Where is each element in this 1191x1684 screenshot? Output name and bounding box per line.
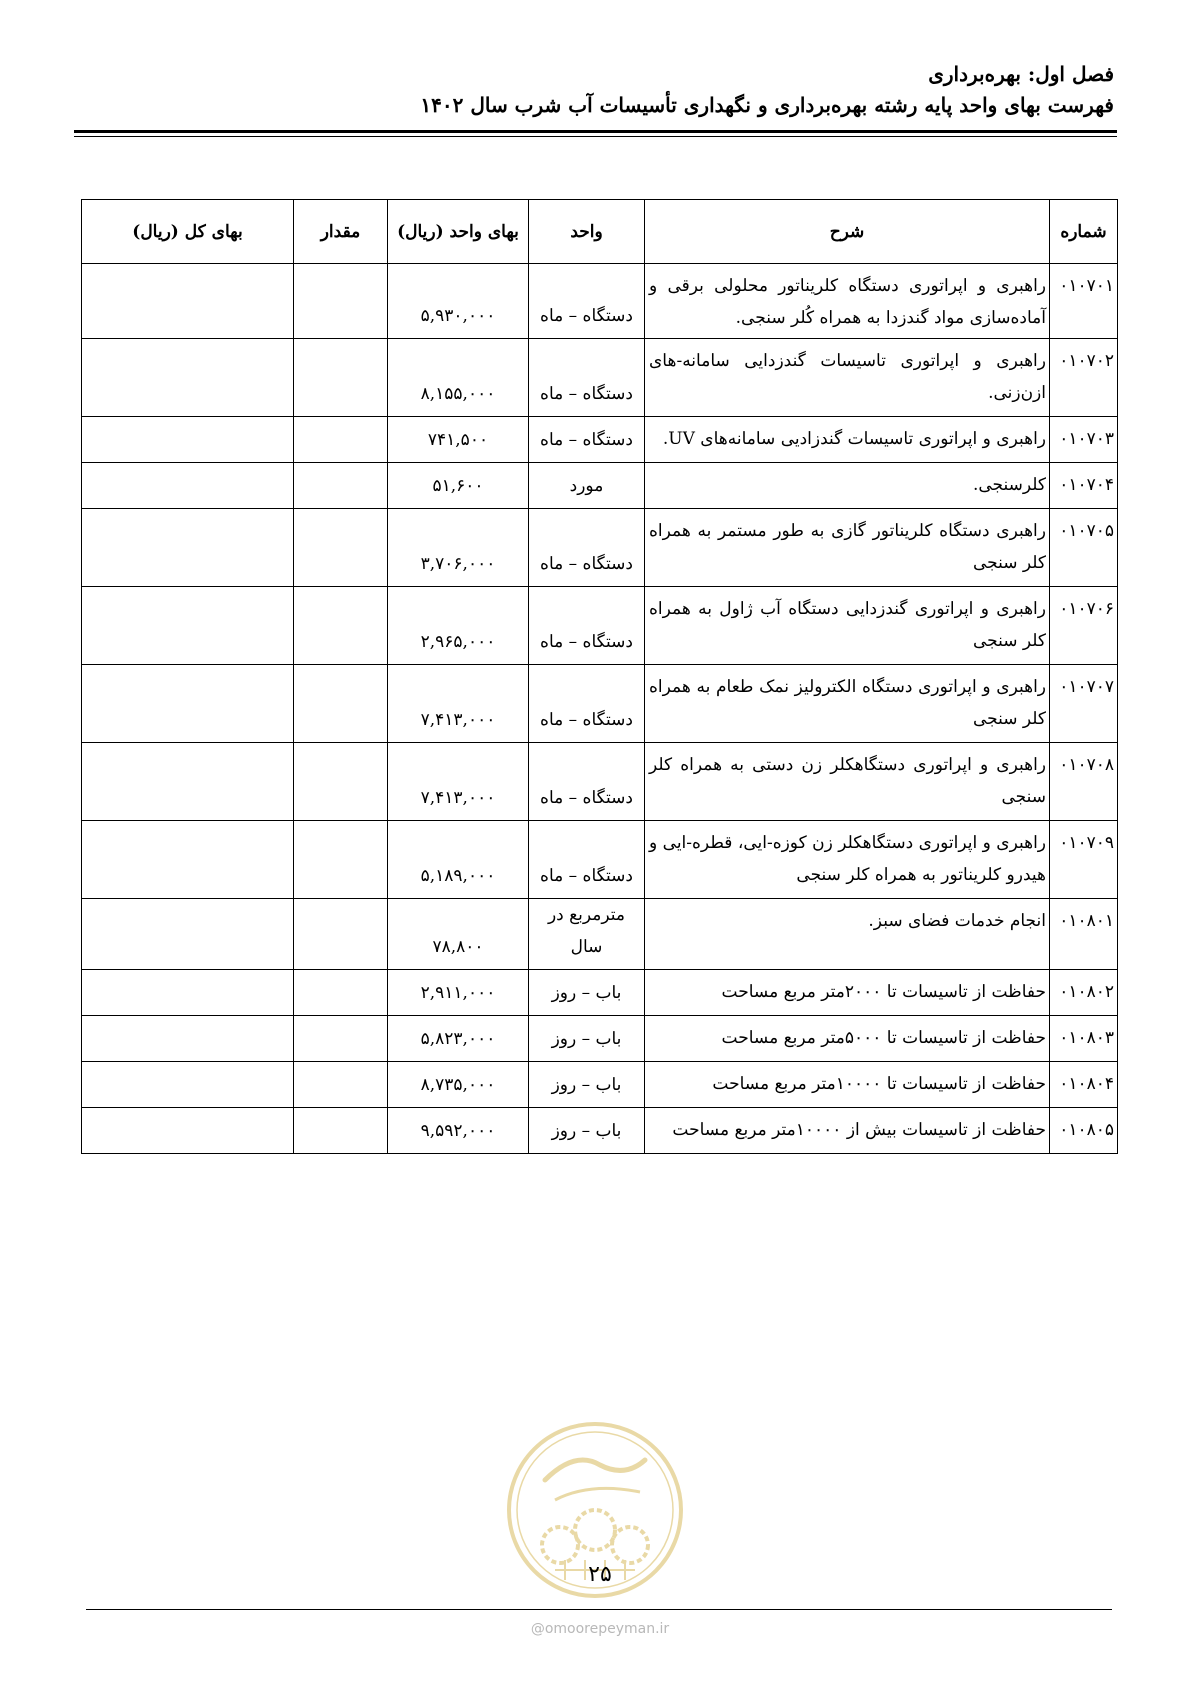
table-row	[82, 899, 1118, 970]
cell-unit: دستگاه – ماه	[529, 821, 645, 899]
table-row	[82, 264, 1118, 339]
cell-unit-price: ۵,۸۲۳,۰۰۰	[388, 1016, 529, 1062]
cell-description: راهبری دستگاه کلریناتور گازی به طور مستمر به همراه کلر سنجی	[645, 509, 1050, 587]
footer-rule	[86, 1609, 1112, 1610]
cell-unit-price: ۷۴۱,۵۰۰	[388, 417, 529, 463]
cell-unit: مترمربع در سال	[529, 899, 645, 970]
cell-total-price	[82, 264, 294, 339]
cell-total-price	[82, 665, 294, 743]
cell-description: راهبری و اپراتوری تاسیسات گندزدایی سامانه‌-های ازن‌زنی.	[645, 339, 1050, 417]
cell-description: حفاظت از تاسیسات تا ۵۰۰۰متر مربع مساحت	[645, 1016, 1050, 1062]
table-row	[82, 743, 1118, 821]
cell-quantity	[294, 743, 388, 821]
column-header-unit: واحد	[529, 200, 645, 264]
cell-quantity	[294, 821, 388, 899]
cell-description: حفاظت از تاسیسات تا ۱۰۰۰۰متر مربع مساحت	[645, 1062, 1050, 1108]
cell-unit: دستگاه – ماه	[529, 743, 645, 821]
cell-code: ۰۱۰۸۰۳	[1050, 1016, 1118, 1062]
table-row	[82, 587, 1118, 665]
table-row	[82, 509, 1118, 587]
table-row	[82, 339, 1118, 417]
page-header	[74, 60, 1114, 120]
table-row	[82, 1016, 1118, 1062]
header-rule-thick	[74, 130, 1117, 133]
table-row	[82, 417, 1118, 463]
column-header-description: شرح	[645, 200, 1050, 264]
table-row	[82, 463, 1118, 509]
cell-description: راهبری و اپراتوری تاسیسات گندزادیی سامانه‌های UV.	[645, 417, 1050, 463]
header-rule-thin	[74, 136, 1117, 137]
cell-description: راهبری و اپراتوری گندزدایی دستگاه آب ژاول به همراه کلر سنجی	[645, 587, 1050, 665]
cell-code: ۰۱۰۸۰۴	[1050, 1062, 1118, 1108]
column-header-unit-price: بهای واحد (ریال)	[388, 200, 529, 264]
cell-total-price	[82, 970, 294, 1016]
cell-unit-price: ۳,۷۰۶,۰۰۰	[388, 509, 529, 587]
cell-description: انجام خدمات فضای سبز.	[645, 899, 1050, 970]
cell-code: ۰۱۰۷۰۱	[1050, 264, 1118, 339]
cell-unit-price: ۲,۹۶۵,۰۰۰	[388, 587, 529, 665]
page-number: ۲۵	[588, 1562, 612, 1587]
cell-quantity	[294, 463, 388, 509]
cell-unit-price: ۲,۹۱۱,۰۰۰	[388, 970, 529, 1016]
cell-unit-price: ۷,۴۱۳,۰۰۰	[388, 665, 529, 743]
cell-unit: باب – روز	[529, 1062, 645, 1108]
cell-unit-price: ۵۱,۶۰۰	[388, 463, 529, 509]
cell-quantity	[294, 1108, 388, 1154]
document-title: فهرست بهای واحد پایه رشته بهره‌برداری و نگهداری تأسیسات آب شرب سال ۱۴۰۲	[420, 93, 1114, 117]
cell-description: راهبری و اپراتوری دستگاه کلریناتور محلولی برقی و آماده‌سازی مواد گندزدا به همراه کُلر سنجی.	[645, 264, 1050, 339]
cell-code: ۰۱۰۷۰۷	[1050, 665, 1118, 743]
cell-description: راهبری و اپراتوری دستگاهکلر زن دستی به همراه کلر سنجی	[645, 743, 1050, 821]
table-row	[82, 1108, 1118, 1154]
cell-unit-price: ۵,۱۸۹,۰۰۰	[388, 821, 529, 899]
cell-unit-price: ۵,۹۳۰,۰۰۰	[388, 264, 529, 339]
cell-quantity	[294, 665, 388, 743]
cell-total-price	[82, 509, 294, 587]
cell-unit: دستگاه – ماه	[529, 587, 645, 665]
cell-quantity	[294, 1016, 388, 1062]
cell-total-price	[82, 587, 294, 665]
cell-total-price	[82, 1108, 294, 1154]
cell-quantity	[294, 899, 388, 970]
column-header-code: شماره	[1050, 200, 1118, 264]
cell-description: حفاظت از تاسیسات تا ۲۰۰۰متر مربع مساحت	[645, 970, 1050, 1016]
table-row	[82, 970, 1118, 1016]
cell-unit: مورد	[529, 463, 645, 509]
cell-unit: دستگاه – ماه	[529, 339, 645, 417]
chapter-title: فصل اول: بهره‌برداری	[928, 62, 1114, 86]
cell-quantity	[294, 417, 388, 463]
cell-description: راهبری و اپراتوری دستگاهکلر زن کوزه-ایی، قطره-ایی و هیدرو کلریناتور به همراه کلر سنجی	[645, 821, 1050, 899]
cell-unit: باب – روز	[529, 970, 645, 1016]
cell-code: ۰۱۰۸۰۵	[1050, 1108, 1118, 1154]
cell-unit: دستگاه – ماه	[529, 509, 645, 587]
cell-description: کلرسنجی.	[645, 463, 1050, 509]
price-table	[81, 199, 1118, 1154]
cell-unit-price: ۷۸,۸۰۰	[388, 899, 529, 970]
cell-total-price	[82, 743, 294, 821]
cell-description: حفاظت از تاسیسات بیش از ۱۰۰۰۰متر مربع مساحت	[645, 1108, 1050, 1154]
cell-description: راهبری و اپراتوری دستگاه الکترولیز نمک طعام به همراه کلر سنجی	[645, 665, 1050, 743]
cell-unit: باب – روز	[529, 1016, 645, 1062]
cell-total-price	[82, 1016, 294, 1062]
cell-quantity	[294, 970, 388, 1016]
cell-total-price	[82, 821, 294, 899]
column-header-quantity: مقدار	[294, 200, 388, 264]
table-row	[82, 821, 1118, 899]
cell-code: ۰۱۰۷۰۴	[1050, 463, 1118, 509]
cell-total-price	[82, 899, 294, 970]
cell-code: ۰۱۰۷۰۲	[1050, 339, 1118, 417]
cell-code: ۰۱۰۷۰۵	[1050, 509, 1118, 587]
cell-code: ۰۱۰۸۰۱	[1050, 899, 1118, 970]
table-row	[82, 1062, 1118, 1108]
cell-unit: دستگاه – ماه	[529, 264, 645, 339]
cell-unit-price: ۷,۴۱۳,۰۰۰	[388, 743, 529, 821]
cell-unit: دستگاه – ماه	[529, 417, 645, 463]
cell-code: ۰۱۰۷۰۶	[1050, 587, 1118, 665]
cell-quantity	[294, 587, 388, 665]
cell-code: ۰۱۰۷۰۹	[1050, 821, 1118, 899]
cell-code: ۰۱۰۸۰۲	[1050, 970, 1118, 1016]
cell-total-price	[82, 417, 294, 463]
table-row	[82, 665, 1118, 743]
cell-unit: باب – روز	[529, 1108, 645, 1154]
cell-unit: دستگاه – ماه	[529, 665, 645, 743]
cell-unit-price: ۸,۷۳۵,۰۰۰	[388, 1062, 529, 1108]
cell-quantity	[294, 1062, 388, 1108]
cell-unit-price: ۹,۵۹۲,۰۰۰	[388, 1108, 529, 1154]
table-header-row	[82, 200, 1118, 264]
cell-code: ۰۱۰۷۰۳	[1050, 417, 1118, 463]
cell-total-price	[82, 339, 294, 417]
cell-quantity	[294, 264, 388, 339]
cell-total-price	[82, 463, 294, 509]
column-header-total-price: بهای کل (ریال)	[82, 200, 294, 264]
cell-code: ۰۱۰۷۰۸	[1050, 743, 1118, 821]
watermark-url: @omoorepeyman.ir	[530, 1621, 670, 1637]
cell-total-price	[82, 1062, 294, 1108]
cell-unit-price: ۸,۱۵۵,۰۰۰	[388, 339, 529, 417]
cell-quantity	[294, 509, 388, 587]
cell-quantity	[294, 339, 388, 417]
